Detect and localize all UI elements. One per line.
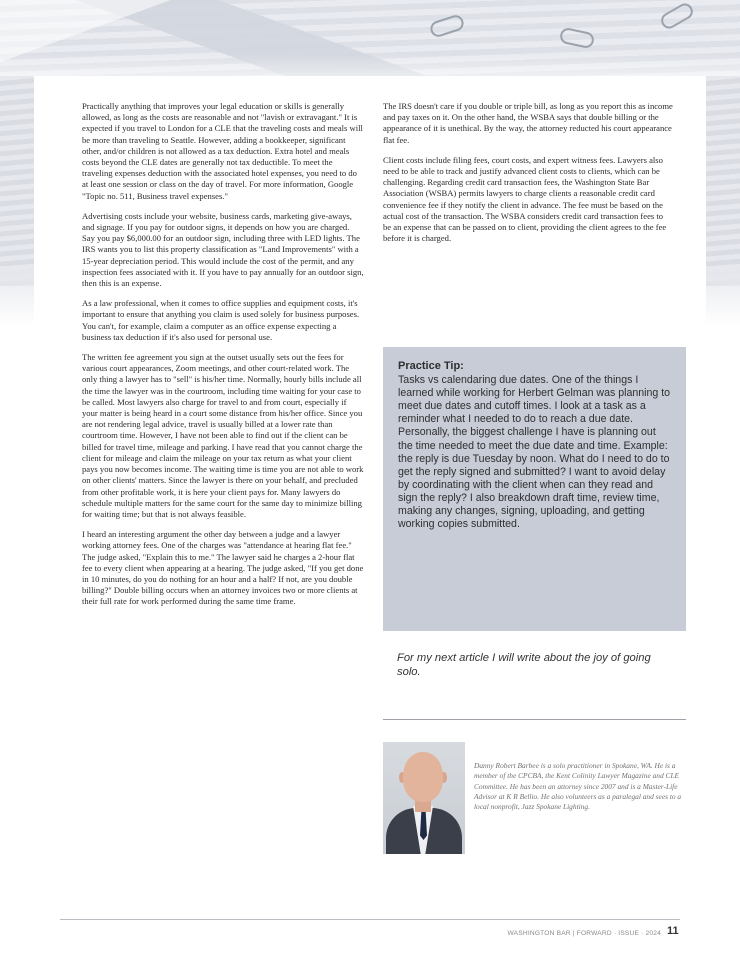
paperclip-icon <box>559 27 596 50</box>
author-bio: Danny Robert Barbee is a solo practitioner in Spokane, WA. He is a member of the CPCBA, the Kent Colinity Lawyer Magazine and CLE Committee. He has been an attorney since 2007 and is a Master-Life Advisor at K R Bellio. He also volunteers as a paralegal and sees to a local nonprofit, Jazz Spokane Lighting. <box>474 761 682 812</box>
article-left-column <box>82 101 364 617</box>
author-headshot-photo <box>383 742 465 854</box>
side-photo-left <box>0 76 34 286</box>
footer-publication: WASHINGTON BAR | FORWARD · ISSUE · 2024 <box>507 930 661 937</box>
paragraph: Advertising costs include your website, business cards, marketing give-aways, and signage. If you pay for outdoor signs, it depends on how you are charged. Say you pay $6,000.00 for an outdoor sign, including three with LED lights. The IRS wants you to list this property classification as "Land Improvements" with a 15-year depreciation period. This would include the cost of the permit, and any inspection fees associated with it. If you have to pay annually for an outdoor sign, then this is an expense. <box>82 210 364 289</box>
paragraph: The written fee agreement you sign at the outset usually sets out the fees for various court appearances, Zoom meetings, and other court-related work. The only thing a lawyer has to "sell" is his/her time. Normally, hourly bills include all the time the lawyer was in the courtroom, including time waiting for your case to be called. Most lawyers also charge for travel to and from court, especially if your matter is being heard in a court some distance from his/her office. Since you are not rendering legal advice, travel is usually billed at a lower rate than courtroom time. However, I have not been able to find out if the client can be billed for travel time, mileage and parking. I have read that you cannot charge the client for mileage and claim the mileage on your tax return as what your client pays you now becomes income. The waiting time is time you are not able to work on other clients' matters. Since the lawyer is there on your behalf, and precluded from other profitable work, it is here your client pays for. Many lawyers do schedule multiple matters for the same court for the same day to minimize billing for waiting time; but that is not always feasible. <box>82 352 364 519</box>
next-article-note: For my next article I will write about the joy of going solo. <box>397 652 651 678</box>
practice-tip-body: Tasks vs calendaring due dates. One of the things I learned while working for Herbert Gelman was planning to meet due dates and cutoff times. I look at a task as a reminder what I needed to do to reach a due date. Personally, the biggest challenge I have is planning out the time needed to meet the due date and time. Example: the reply is due Tuesday by noon. What do I need to do to get the reply signed and submitted? I want to avoid delay by coordinating with the client when can they read and sign the reply? I also breakdown draft time, review time, making any changes, signing, uploading, and getting working copies submitted. <box>398 374 671 531</box>
header-papers-photo <box>0 0 740 76</box>
article-right-column <box>383 101 673 253</box>
paragraph: Client costs include filing fees, court costs, and expert witness fees. Lawyers also need to be able to track and justify advanced client costs to clients, which can be challenging. Regarding credit card transaction fees, the Washington State Bar Association (WSBA) permits lawyers to charge clients a reasonable credit card convenience fee if they notify the client in advance. The fee must be based on the actual cost of the transaction. The WSBA considers credit card transaction fees to be an expense that can be passed on to client, providing the client agrees to the fee before it is charged. <box>383 154 667 244</box>
paragraph: I heard an interesting argument the other day between a judge and a lawyer working attorney fees. One of the charges was "attendance at hearing flat fee." The judge asked, "Explain this to me." The lawyer said he charges a 2-hour flat fee to every client when appearing at a hearing. The judge asked, "If you get done in 10 minutes, do you do nothing for an hour and a half? If not, are you double billing?" Double billing occurs when an attorney invoices two or more clients at their full rate for work performed during the same time frame. <box>82 529 364 607</box>
paperclip-icon <box>428 13 465 39</box>
footer-divider <box>60 919 680 920</box>
paragraph: The IRS doesn't care if you double or triple bill, as long as you report this as income and pay taxes on it. On the other hand, the WSBA says that double billing or the appearance of it is unethical. By the way, the attorney reducted his court appearance flat fee. <box>383 101 673 145</box>
practice-tip-title: Practice Tip: <box>398 360 464 372</box>
section-divider <box>383 719 686 720</box>
practice-tip-box <box>383 347 686 631</box>
paperclip-icon <box>658 1 695 32</box>
side-photo-right <box>706 76 740 286</box>
paragraph: As a law professional, when it comes to office supplies and equipment costs, it's important to ensure that anything you claim is used solely for business purposes. You can't, for example, claim a computer as an office expense expecting a business tax deduction if it's also used for personal use. <box>82 298 360 342</box>
page-number: 11 <box>667 925 679 937</box>
paragraph: Practically anything that improves your legal education or skills is generally allowed, as long as the costs are reasonable and not "lavish or extravagant." It is expected if you travel to London for a CLE that the traveling costs and meals will be more than traveling to Seattle. However, adding a bookkeeper, significant other, and/or children is not allowed as a tax deduction. Extra hotel and meals costs beyond the CLE dates are generally not tax deductible. To meet the traveling expenses deduction with the associated hotel expenses, you need to do at least one session or class on the day of travel. For more information, Google "Topic no. 511, Business travel expenses." <box>82 101 363 201</box>
